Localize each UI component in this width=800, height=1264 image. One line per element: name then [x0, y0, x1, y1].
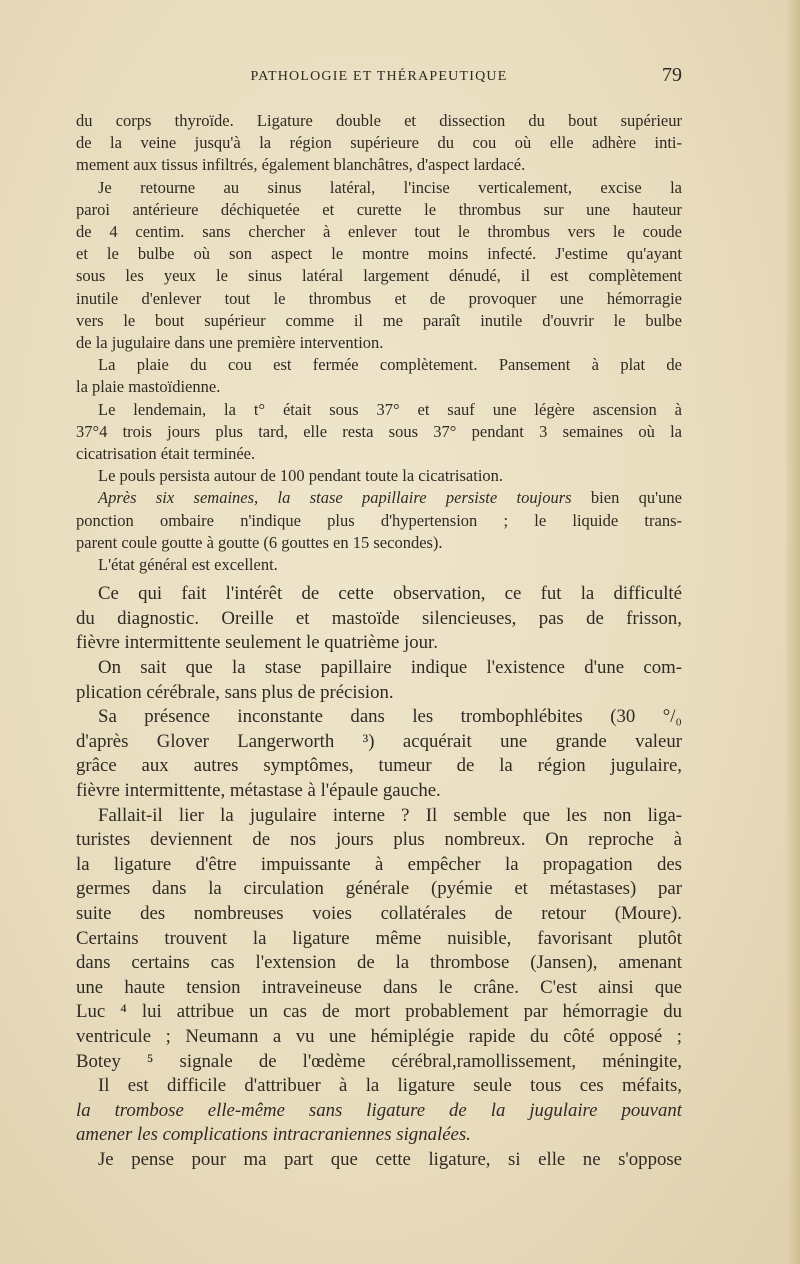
text-line: inutile d'enlever tout le thrombus et de provoquer une hémorragie [76, 288, 682, 308]
text-line: Ce qui fait l'intérêt de cette observation, ce fut la difficulté [98, 583, 682, 605]
text-line: L'état général est excellent. [98, 555, 278, 575]
italic-phrase: Après six semaines, la stase papillaire persiste toujours [98, 488, 572, 508]
text-line: sous les yeux le sinus latéral largement dénudé, il est complètement [76, 266, 682, 286]
text-line: fièvre intermittente, métastase à l'épaule gauche. [76, 780, 441, 802]
case-report-section [76, 110, 682, 576]
text-line: Je retourne au sinus latéral, l'incise verticalement, excise la [98, 177, 682, 197]
text-line: Botey ⁵ signale de l'œdème cérébral,ramollissement, méningite, [76, 1050, 682, 1072]
text-line: Fallait-il lier la jugulaire interne ? Il semble que les non liga- [98, 804, 682, 826]
text-line: une haute tension intraveineuse dans le crâne. C'est ainsi que [76, 976, 682, 998]
text-line: et le bulbe où son aspect le montre moins infecté. J'estime qu'ayant [76, 244, 682, 264]
text-line: de la veine jusqu'à la région supérieure du cou où elle adhère inti- [76, 133, 682, 153]
text-line: fièvre intermittente seulement le quatrième jour. [76, 632, 438, 654]
text-line: du diagnostic. Oreille et mastoïde silencieuses, pas de frisson, [76, 607, 682, 629]
italic-line: la trombose elle-même sans ligature de la jugulaire pouvant [76, 1099, 682, 1121]
text-line: La plaie du cou est fermée complètement. Pansement à plat de [98, 355, 682, 375]
text-line: grâce aux autres symptômes, tumeur de la région jugulaire, [76, 755, 682, 777]
text-line: la plaie mastoïdienne. [76, 377, 221, 397]
page-header [76, 64, 682, 92]
text-line: ventricule ; Neumann a vu une hémiplégie rapide du côté opposé ; [76, 1025, 682, 1047]
text-line: Je pense pour ma part que cette ligature, si elle ne s'oppose [98, 1148, 682, 1170]
text-line: d'après Glover Langerworth ³) acquérait une grande valeur [76, 730, 682, 752]
text-line: de la jugulaire dans une première intervention. [76, 333, 384, 353]
text-line: On sait que la stase papillaire indique l'existence d'une com- [98, 657, 682, 679]
text-line: paroi antérieure déchiquetée et curette le thrombus sur une hauteur [76, 199, 682, 219]
text-span: bien qu'une [571, 488, 682, 508]
body-text [76, 110, 682, 1173]
text-line: Le pouls persista autour de 100 pendant toute la cicatrisation. [98, 466, 504, 486]
text-line: de 4 centim. sans chercher à enlever tout le thrombus vers le coude [76, 222, 682, 242]
text-line: vers le bout supérieur comme il me paraît inutile d'ouvrir le bulbe [76, 310, 682, 330]
text-line: parent coule goutte à goutte (6 gouttes en 15 secondes). [76, 532, 443, 552]
text-line: Certains trouvent la ligature même nuisible, favorisant plutôt [76, 927, 682, 949]
text-line: 37°4 trois jours plus tard, elle resta sous 37° pendant 3 semaines où la [76, 421, 682, 441]
page-edge-shadow [786, 0, 800, 1264]
text-line: mement aux tissus infiltrés, également blanchâtres, d'aspect lardacé. [76, 155, 526, 175]
text-line: ponction ombaire n'indique plus d'hypertension ; le liquide trans- [76, 510, 682, 530]
discussion-section [76, 582, 682, 1172]
text-line: Il est difficile d'attribuer à la ligature seule tous ces méfaits, [98, 1075, 682, 1097]
text-line: germes dans la circulation générale (pyémie et métastases) par [76, 878, 682, 900]
text-line: Luc ⁴ lui attribue un cas de mort probablement par hémorragie du [76, 1001, 682, 1023]
text-line: plication cérébrale, sans plus de précision. [76, 681, 394, 703]
text-line: cicatrisation était terminée. [76, 444, 256, 464]
text-line: Sa présence inconstante dans les trombophlébites (30 °/₀ [98, 706, 682, 728]
text-line: la ligature d'être impuissante à empêcher la propagation des [76, 853, 682, 875]
text-line [76, 487, 682, 509]
text-line: turistes deviennent de nos jours plus nombreux. On reproche à [76, 829, 682, 851]
text-line: du corps thyroïde. Ligature double et dissection du bout supérieur [76, 111, 682, 130]
page-number: 79 [662, 64, 682, 86]
running-title: PATHOLOGIE ET THÉRAPEUTIQUE [250, 69, 508, 84]
text-line: Le lendemain, la t° était sous 37° et sauf une légère ascension à [98, 399, 682, 419]
text-line: dans certains cas l'extension de la thrombose (Jansen), amenant [76, 952, 682, 974]
italic-line: amener les complications intracraniennes signalées. [76, 1124, 471, 1146]
text-line: suite des nombreuses voies collatérales de retour (Moure). [76, 902, 682, 924]
